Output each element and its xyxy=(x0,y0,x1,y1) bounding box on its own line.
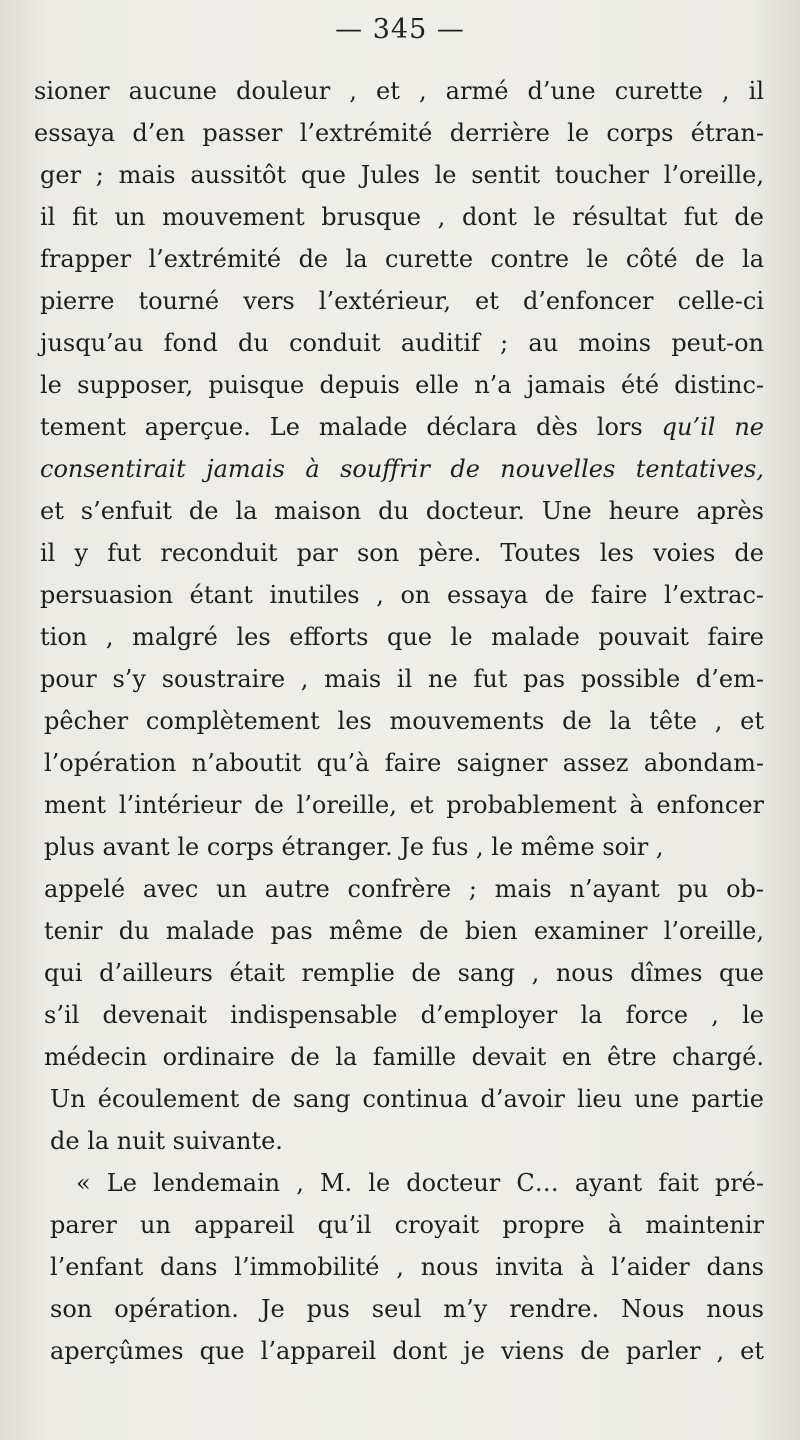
text-line: l’opération n’aboutit qu’à faire saigner assez abondam- xyxy=(44,749,764,777)
text-line: frapper l’extrémité de la curette contre le côté de la xyxy=(40,245,764,273)
text-line: son opération. Je pus seul m’y rendre. Nous nous xyxy=(50,1295,764,1323)
text-line: pêcher complètement les mouvements de la tête , et xyxy=(44,707,764,735)
text-line xyxy=(34,406,764,448)
text-line: l’enfant dans l’immobilité , nous invita à l’aider dans xyxy=(50,1253,764,1281)
text-line: médecin ordinaire de la famille devait en être chargé. xyxy=(44,1043,764,1071)
text-line: tenir du malade pas même de bien examiner l’oreille, xyxy=(44,917,764,945)
text-line: ger ; mais aussitôt que Jules le sentit toucher l’oreille, xyxy=(40,161,764,189)
text-line: aperçûmes que l’appareil dont je viens de parler , et xyxy=(50,1337,764,1365)
text-line-italic: consentirait jamais à souffrir de nouvelles tentatives, xyxy=(40,455,764,483)
text-line: il fit un mouvement brusque , dont le résultat fut de xyxy=(40,203,764,231)
text-line: Un écoulement de sang continua d’avoir lieu une partie xyxy=(50,1085,764,1113)
text-line: le supposer, puisque depuis elle n’a jamais été distinc- xyxy=(40,371,764,399)
body-text xyxy=(34,70,764,1372)
text-line: appelé avec un autre confrère ; mais n’ayant pu ob- xyxy=(44,875,764,903)
text-line: jusqu’au fond du conduit auditif ; au moins peut-on xyxy=(40,329,764,357)
text-line: sioner aucune douleur , et , armé d’une curette , il xyxy=(34,77,764,105)
text-line: tion , malgré les efforts que le malade pouvait faire xyxy=(40,623,764,651)
italic-segment: qu’il ne xyxy=(661,413,764,441)
text-line: essaya d’en passer l’extrémité derrière le corps étran- xyxy=(34,119,764,147)
text-line: « Le lendemain , M. le docteur C… ayant fait pré- xyxy=(76,1169,764,1197)
text-line: s’il devenait indispensable d’employer la force , le xyxy=(44,1001,764,1029)
page-number: — 345 — xyxy=(335,14,465,45)
text-line: et s’enfuit de la maison du docteur. Une heure après xyxy=(40,497,764,525)
text-line: qui d’ailleurs était remplie de sang , nous dîmes que xyxy=(44,959,764,987)
text-line: plus avant le corps étranger. Je fus , le même soir , xyxy=(44,833,664,861)
text-line: il y fut reconduit par son père. Toutes les voies de xyxy=(40,539,764,567)
text-line: pour s’y soustraire , mais il ne fut pas possible d’em- xyxy=(40,665,764,693)
text-line: parer un appareil qu’il croyait propre à maintenir xyxy=(50,1211,764,1239)
text-line: de la nuit suivante. xyxy=(50,1127,283,1155)
text-line: ment l’intérieur de l’oreille, et probablement à enfoncer xyxy=(44,791,764,819)
text-line: persuasion étant inutiles , on essaya de faire l’extrac- xyxy=(40,581,764,609)
text-segment: tement aperçue. Le malade déclara dès lors xyxy=(40,413,643,441)
text-line: pierre tourné vers l’extérieur, et d’enfoncer celle-ci xyxy=(40,287,764,315)
